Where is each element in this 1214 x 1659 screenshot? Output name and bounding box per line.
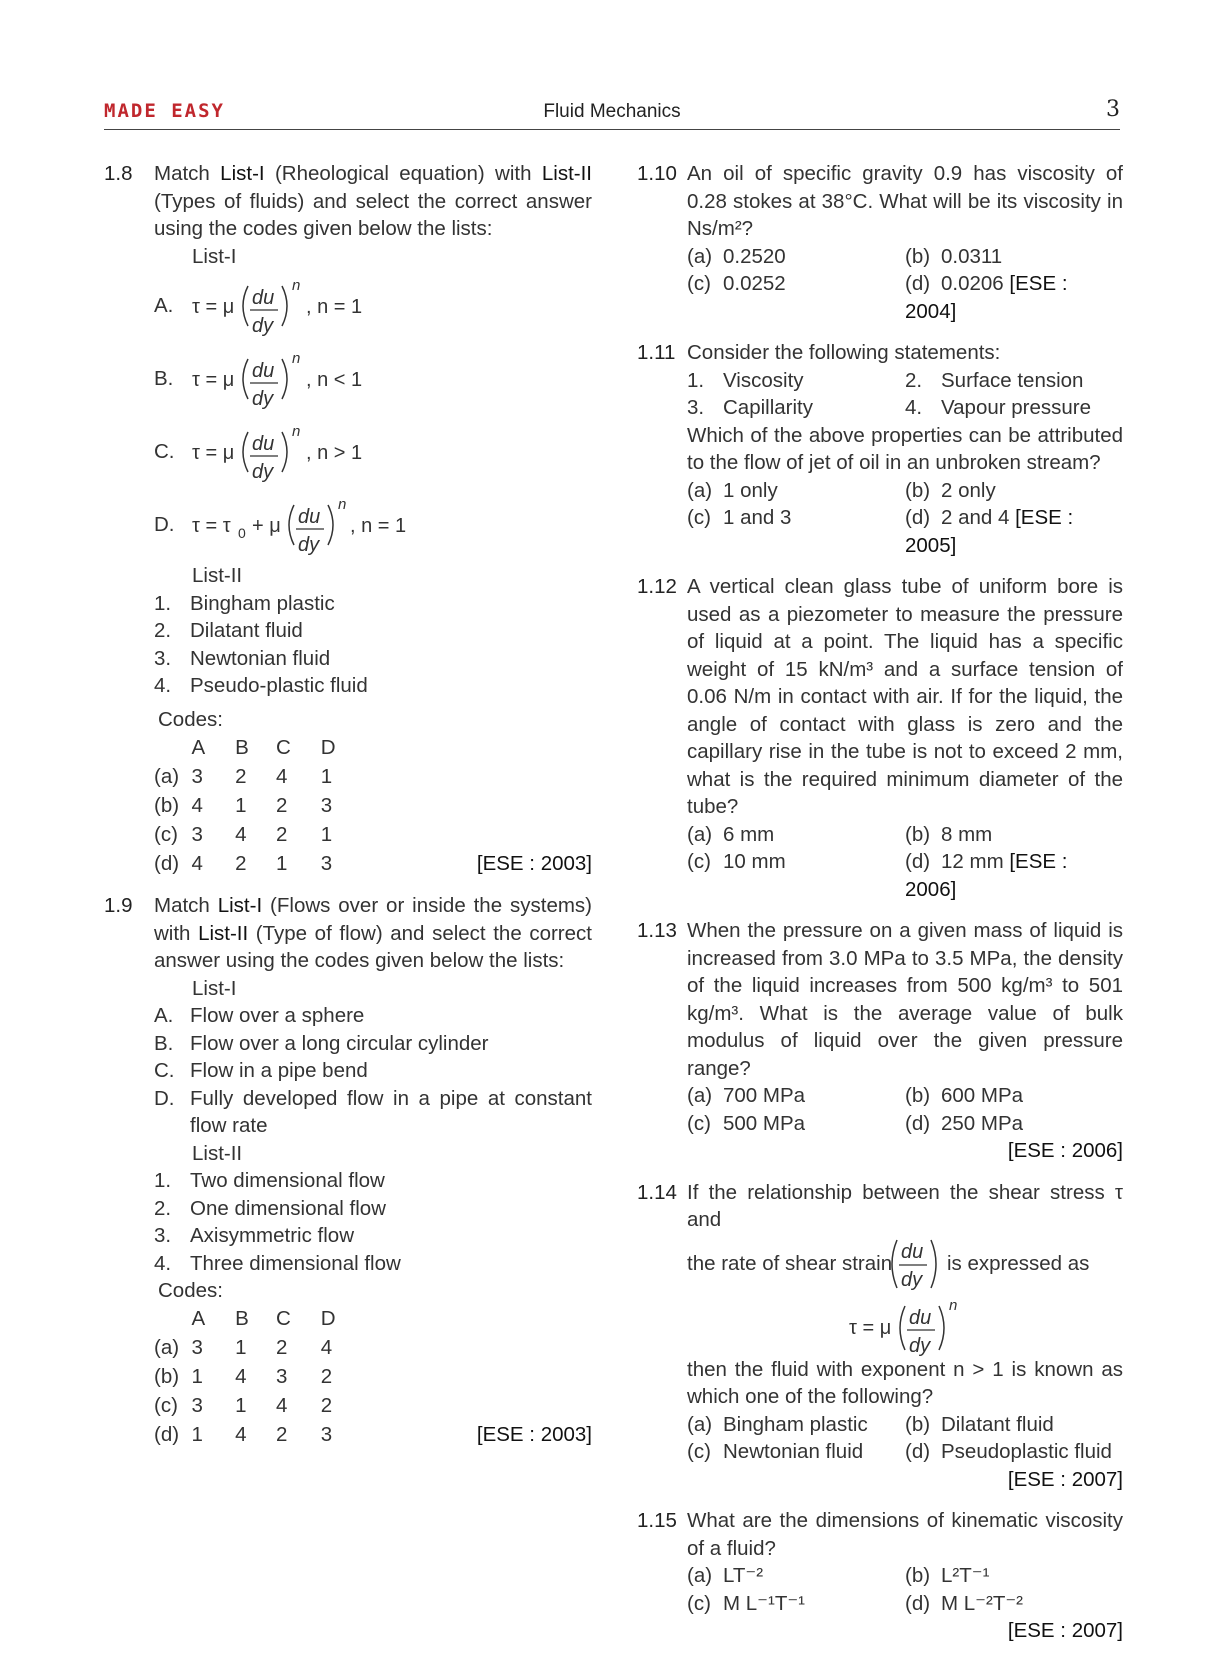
option-d: (d) 12 mm [ESE : 2006] [905, 850, 1068, 901]
option-a: (a) 1 only [687, 478, 778, 502]
svg-text:n: n [292, 277, 301, 294]
statement-item: 1. Viscosity [687, 368, 804, 392]
question-1-14 [637, 1179, 1123, 1494]
svg-text:, n = 1: , n = 1 [306, 296, 363, 318]
list-item: 4. Pseudo-plastic fluid [154, 674, 368, 697]
question-number: 1.14 [637, 1180, 677, 1204]
option-c: (c) 1 and 3 [687, 506, 792, 529]
list-item: 2. One dimensional flow [154, 1196, 386, 1220]
question-number: 1.10 [637, 162, 677, 185]
svg-text:τ = μ: τ = μ [849, 1316, 892, 1339]
svg-text:du: du [901, 1240, 924, 1263]
table-row: (a) 3 1 2 4 [154, 1336, 333, 1360]
codes-header-row: A B C D [191, 1307, 336, 1331]
question-number: 1.12 [637, 575, 677, 598]
equation-c: C. τ = μ du dy n , n > 1 [154, 416, 592, 489]
option-a: (a) 0.2520 [687, 244, 786, 268]
statement-item: 2. Surface tension [905, 368, 1084, 392]
question-text: Match List-I (Flows over or inside the systems) with List-II (Type of flow) and select the correct answer using the codes given below the lists: [154, 894, 592, 972]
list-item: B. Flow over a long circular cylinder [154, 1031, 489, 1055]
question-number: 1.13 [637, 919, 677, 942]
options [687, 1562, 1123, 1590]
power-law-equation [847, 1294, 977, 1356]
question-1-15 [637, 1507, 1123, 1645]
svg-text:dy: dy [298, 534, 320, 556]
options [687, 270, 1123, 325]
table-row: (d) 4 2 1 3 [ESE : 2003] [154, 849, 592, 878]
table-row: (c) 3 1 4 2 [154, 1394, 333, 1418]
question-1-10 [637, 160, 1123, 325]
option-b: (b) 8 mm [905, 822, 993, 846]
brand-logo: MADE EASY [104, 100, 225, 122]
list-item: D. Fully developed flow in a pipe at constant flow rate [154, 1086, 592, 1137]
statement-item: 3. Capillarity [687, 396, 813, 419]
page-header [104, 96, 1120, 130]
power-law-equation [190, 416, 490, 489]
options [687, 1590, 1123, 1618]
options [687, 477, 1123, 505]
list-item: 1. Bingham plastic [154, 591, 335, 615]
svg-text:dy: dy [252, 315, 274, 337]
svg-text:τ = μ: τ = μ [192, 369, 235, 391]
list-item: C. Flow in a pipe bend [154, 1059, 368, 1082]
option-b: (b) 2 only [905, 478, 996, 502]
options [687, 1110, 1123, 1138]
exam-source: [ESE : 2005] [905, 506, 1074, 557]
option-a: (a) 700 MPa [687, 1084, 806, 1107]
option-d: (d) 0.0206 [ESE : 2004] [905, 272, 1068, 323]
page-number: 3 [1106, 97, 1120, 122]
question-prompt: then the fluid with exponent n > 1 is known as which one of the following? [687, 1357, 1123, 1408]
option-b: (b) L²T⁻¹ [905, 1564, 990, 1587]
question-number: 1.11 [637, 341, 676, 364]
bingham-equation [190, 489, 510, 562]
question-text: If the relationship between the shear stress τ and [687, 1180, 1123, 1231]
question-number: 1.15 [637, 1509, 677, 1532]
question-text: When the pressure on a given mass of liquid is increased from 3.0 MPa to 3.5 MPa, the density of the liquid increases from 500 kg/m³ to 501 kg/m³. What is the average value of bulk modulus of liquid over the given pressure range? [687, 919, 1123, 1080]
option-a: (a) Bingham plastic [687, 1412, 868, 1436]
svg-text:du: du [298, 506, 321, 528]
options [687, 821, 1123, 849]
svg-text:τ = τ: τ = τ [192, 515, 231, 537]
option-b: (b) Dilatant fluid [905, 1412, 1054, 1436]
statement-item: 4. Vapour pressure [905, 396, 1092, 419]
question-1-13 [637, 917, 1123, 1165]
statements [687, 394, 1123, 422]
svg-text:, n = 1: , n = 1 [350, 515, 407, 537]
exam-source: [ESE : 2006] [1007, 1139, 1123, 1162]
svg-text:n: n [292, 350, 301, 367]
option-a: (a) LT⁻² [687, 1564, 764, 1587]
svg-text:n: n [949, 1296, 958, 1314]
question-text: A vertical clean glass tube of uniform bore is used as a piezometer to measure the pressure of liquid at a point. The liquid has a specific weight of 15 kN/m³ and a surface tension of 0.06 N/m in contact with air. If for the liquid, the angle of contact with glass is zero and the capillary rise in the tube is not to exceed 2 mm, what is the required minimum diameter of the tube? [687, 575, 1123, 818]
option-c: (c) Newtonian fluid [687, 1440, 864, 1463]
right-column [637, 160, 1123, 1659]
question-prompt: Which of the above properties can be attributed to the flow of jet of oil in an unbroken stream? [687, 423, 1123, 474]
option-d: (d) Pseudoplastic fluid [905, 1440, 1112, 1463]
list-2 [154, 1167, 592, 1277]
list-item: 3. Newtonian fluid [154, 646, 331, 670]
question-text: An oil of specific gravity 0.9 has viscosity of 0.28 stokes at 38°C. What will be its viscosity in Ns/m²? [687, 162, 1123, 240]
list-item: 3. Axisymmetric flow [154, 1224, 355, 1247]
option-d: (d) M L⁻²T⁻² [905, 1591, 1023, 1615]
svg-text:du: du [252, 287, 275, 309]
statements [687, 367, 1123, 395]
question-text: What are the dimensions of kinematic viscosity of a fluid? [687, 1509, 1123, 1560]
svg-text:n: n [292, 423, 301, 440]
option-d: (d) 250 MPa [905, 1111, 1024, 1135]
list-item: A. Flow over a sphere [154, 1004, 365, 1027]
question-text: Match List-I (Rheological equation) with List-II (Types of fluids) and select the correct answer using the codes given below the lists: [154, 162, 592, 240]
equation-b: B. τ = μ du dy n , n < 1 [154, 343, 592, 416]
table-row: (b) 4 1 2 3 [154, 793, 333, 817]
option-c: (c) 0.0252 [687, 272, 786, 295]
svg-text:du: du [252, 433, 275, 455]
question-number: 1.8 [104, 162, 133, 185]
option-c: (c) 10 mm [687, 850, 786, 873]
svg-text:, n < 1: , n < 1 [306, 369, 363, 391]
exam-source: [ESE : 2006] [905, 850, 1068, 901]
table-row: (c) 3 4 2 1 [154, 822, 333, 846]
svg-text:0: 0 [238, 525, 246, 541]
option-b: (b) 600 MPa [905, 1084, 1024, 1107]
question-1-11 [637, 339, 1123, 559]
list-1 [154, 1002, 592, 1140]
svg-text:τ = μ: τ = μ [192, 296, 235, 318]
codes-header-row: A B C D [191, 735, 336, 759]
power-law-equation [190, 270, 490, 343]
codes-table [154, 1305, 592, 1450]
svg-text:dy: dy [901, 1268, 923, 1291]
svg-text:+ μ: + μ [252, 515, 281, 537]
power-law-display-equation [687, 1294, 1123, 1356]
question-1-12 [637, 573, 1123, 903]
svg-text:τ = μ: τ = μ [192, 442, 235, 464]
list-2-title: List-II [192, 1141, 243, 1165]
power-law-equation [190, 343, 490, 416]
exam-source: [ESE : 2007] [1007, 1467, 1123, 1491]
table-row: (a) 3 2 4 1 [154, 764, 333, 788]
option-c: (c) M L⁻¹T⁻¹ [687, 1591, 805, 1615]
table-row: (b) 1 4 3 2 [154, 1365, 333, 1389]
list-item: 4. Three dimensional flow [154, 1251, 401, 1275]
exam-source: [ESE : 2003] [476, 1423, 592, 1447]
exam-source: [ESE : 2003] [476, 851, 592, 875]
option-d: (d) 2 and 4 [ESE : 2005] [905, 506, 1074, 557]
exam-source: [ESE : 2007] [1007, 1619, 1123, 1642]
options [687, 1438, 1123, 1466]
option-a: (a) 6 mm [687, 822, 775, 846]
question-1-8 [104, 160, 592, 878]
question-number: 1.9 [104, 894, 133, 917]
svg-text:n: n [338, 496, 347, 513]
options [687, 1082, 1123, 1110]
list-1-title: List-I [192, 244, 237, 268]
question-text: Consider the following statements: [687, 341, 1001, 364]
strain-rate-line: the rate of shear strain du dy is expressed as [687, 1234, 1123, 1294]
codes-title: Codes: [158, 1279, 223, 1302]
svg-text:dy: dy [909, 1334, 931, 1357]
codes-title: Codes: [158, 707, 223, 731]
exam-source: [ESE : 2004] [905, 272, 1068, 323]
equation-d: D. τ = τ 0 + μ du dy n , n = 1 [154, 489, 592, 562]
options [687, 504, 1123, 559]
option-c: (c) 500 MPa [687, 1111, 806, 1135]
svg-text:, n > 1: , n > 1 [306, 442, 363, 464]
options [687, 1411, 1123, 1439]
list-item: 1. Two dimensional flow [154, 1169, 385, 1192]
svg-text:dy: dy [252, 388, 274, 410]
svg-text:du: du [252, 360, 275, 382]
table-row: (d) 1 4 2 3 [ESE : 2003] [154, 1421, 592, 1450]
page-title: Fluid Mechanics [543, 101, 681, 122]
list-1-title: List-I [192, 976, 237, 1000]
left-column [104, 160, 592, 1464]
options [687, 848, 1123, 903]
options [687, 243, 1123, 271]
option-b: (b) 0.0311 [905, 244, 1003, 268]
list-2 [154, 590, 592, 700]
svg-text:dy: dy [252, 461, 274, 483]
svg-text:du: du [909, 1306, 932, 1329]
equation-a: A. τ = μ du dy n , n = 1 [154, 270, 592, 343]
list-2-title: List-II [192, 564, 243, 587]
list-item: 2. Dilatant fluid [154, 619, 303, 642]
question-1-9 [104, 892, 592, 1450]
codes-table [154, 733, 592, 878]
du-dy-fraction [887, 1234, 947, 1294]
